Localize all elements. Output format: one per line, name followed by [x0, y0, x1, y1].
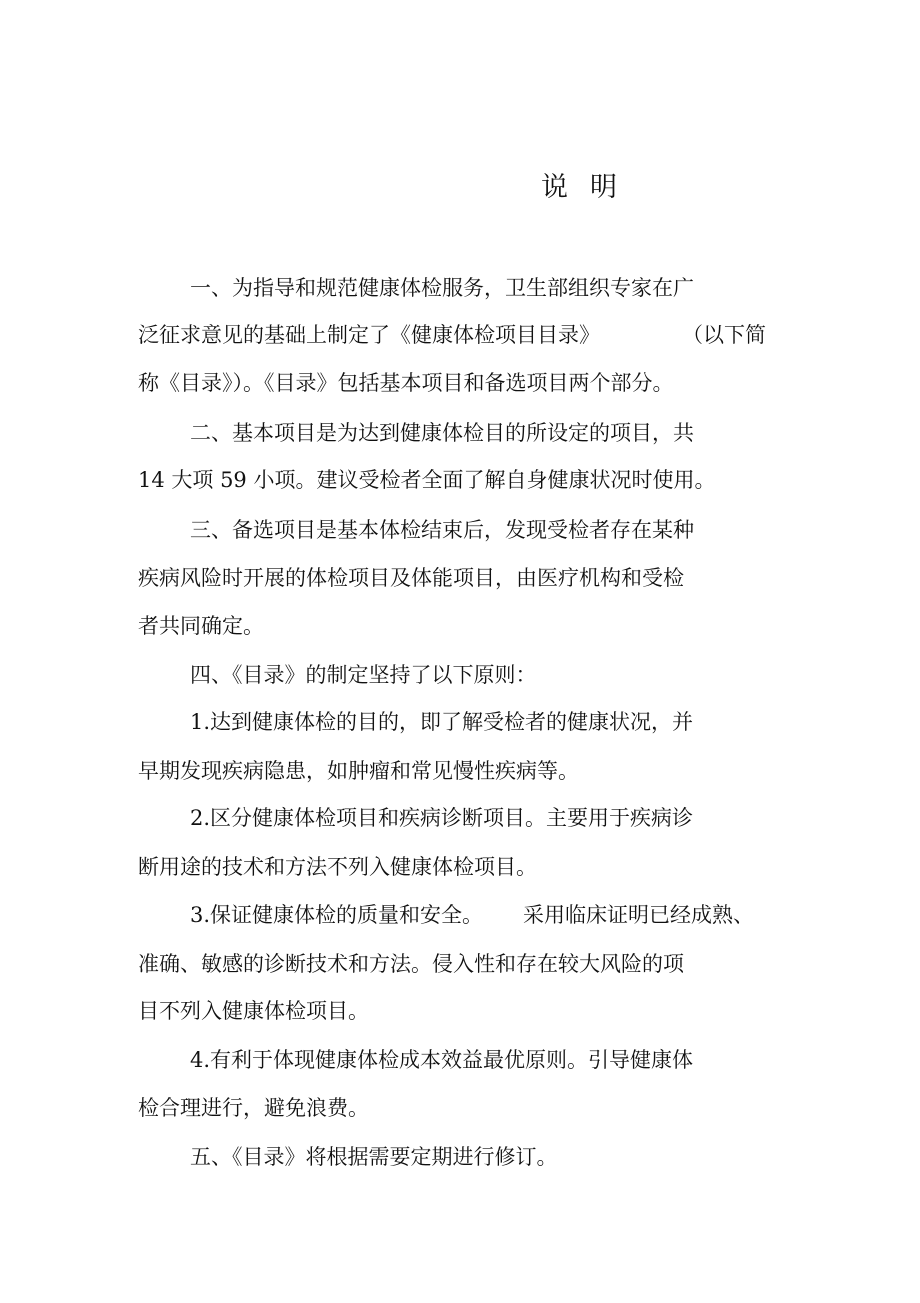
paragraph-line: 早期发现疾病隐患，如肿瘤和常见慢性疾病等。: [138, 759, 579, 783]
paragraph-line: 4.有利于体现健康体检成本效益最优原则。引导健康体: [190, 1048, 694, 1072]
paragraph-line: 三、备选项目是基本体检结束后，发现受检者存在某种: [190, 518, 694, 542]
paragraph-line: 断用途的技术和方法不列入健康体检项目。: [138, 855, 537, 879]
paragraph-line: 疾病风险时开展的体检项目及体能项目，由医疗机构和受检: [138, 566, 684, 590]
paragraph-line: 四、《目录》的制定坚持了以下原则：: [190, 663, 537, 687]
paragraph-line: 2.区分健康体检项目和疾病诊断项目。主要用于疾病诊: [190, 806, 694, 830]
paragraph-line: 泛征求意见的基础上制定了《健康体检项目目录》 （以下简: [138, 323, 766, 347]
paragraph-line: 目不列入健康体检项目。: [138, 999, 369, 1023]
paragraph-line: 二、基本项目是为达到健康体检目的所设定的项目，共: [190, 421, 694, 445]
paragraph-line: 准确、敏感的诊断技术和方法。侵入性和存在较大风险的项: [138, 952, 684, 976]
paragraph-line: 五、《目录》将根据需要定期进行修订。: [190, 1145, 558, 1169]
paragraph-line: 3.保证健康体检的质量和安全。 采用临床证明已经成熟、: [190, 903, 755, 927]
paragraph-line: 14 大项 59 小项。建议受检者全面了解自身健康状况时使用。: [138, 468, 716, 492]
paragraph-line: 者共同确定。: [138, 614, 264, 638]
paragraph-line: 称《目录》）。《目录》包括基本项目和备选项目两个部分。: [138, 371, 674, 395]
paragraph-line: 1.达到健康体检的目的，即了解受检者的健康状况，并: [190, 710, 694, 734]
paragraph-line: 检合理进行，避免浪费。: [138, 1096, 369, 1120]
paragraph-line: 一、为指导和规范健康体检服务，卫生部组织专家在广: [190, 276, 694, 300]
page-title: 说明: [541, 172, 639, 203]
